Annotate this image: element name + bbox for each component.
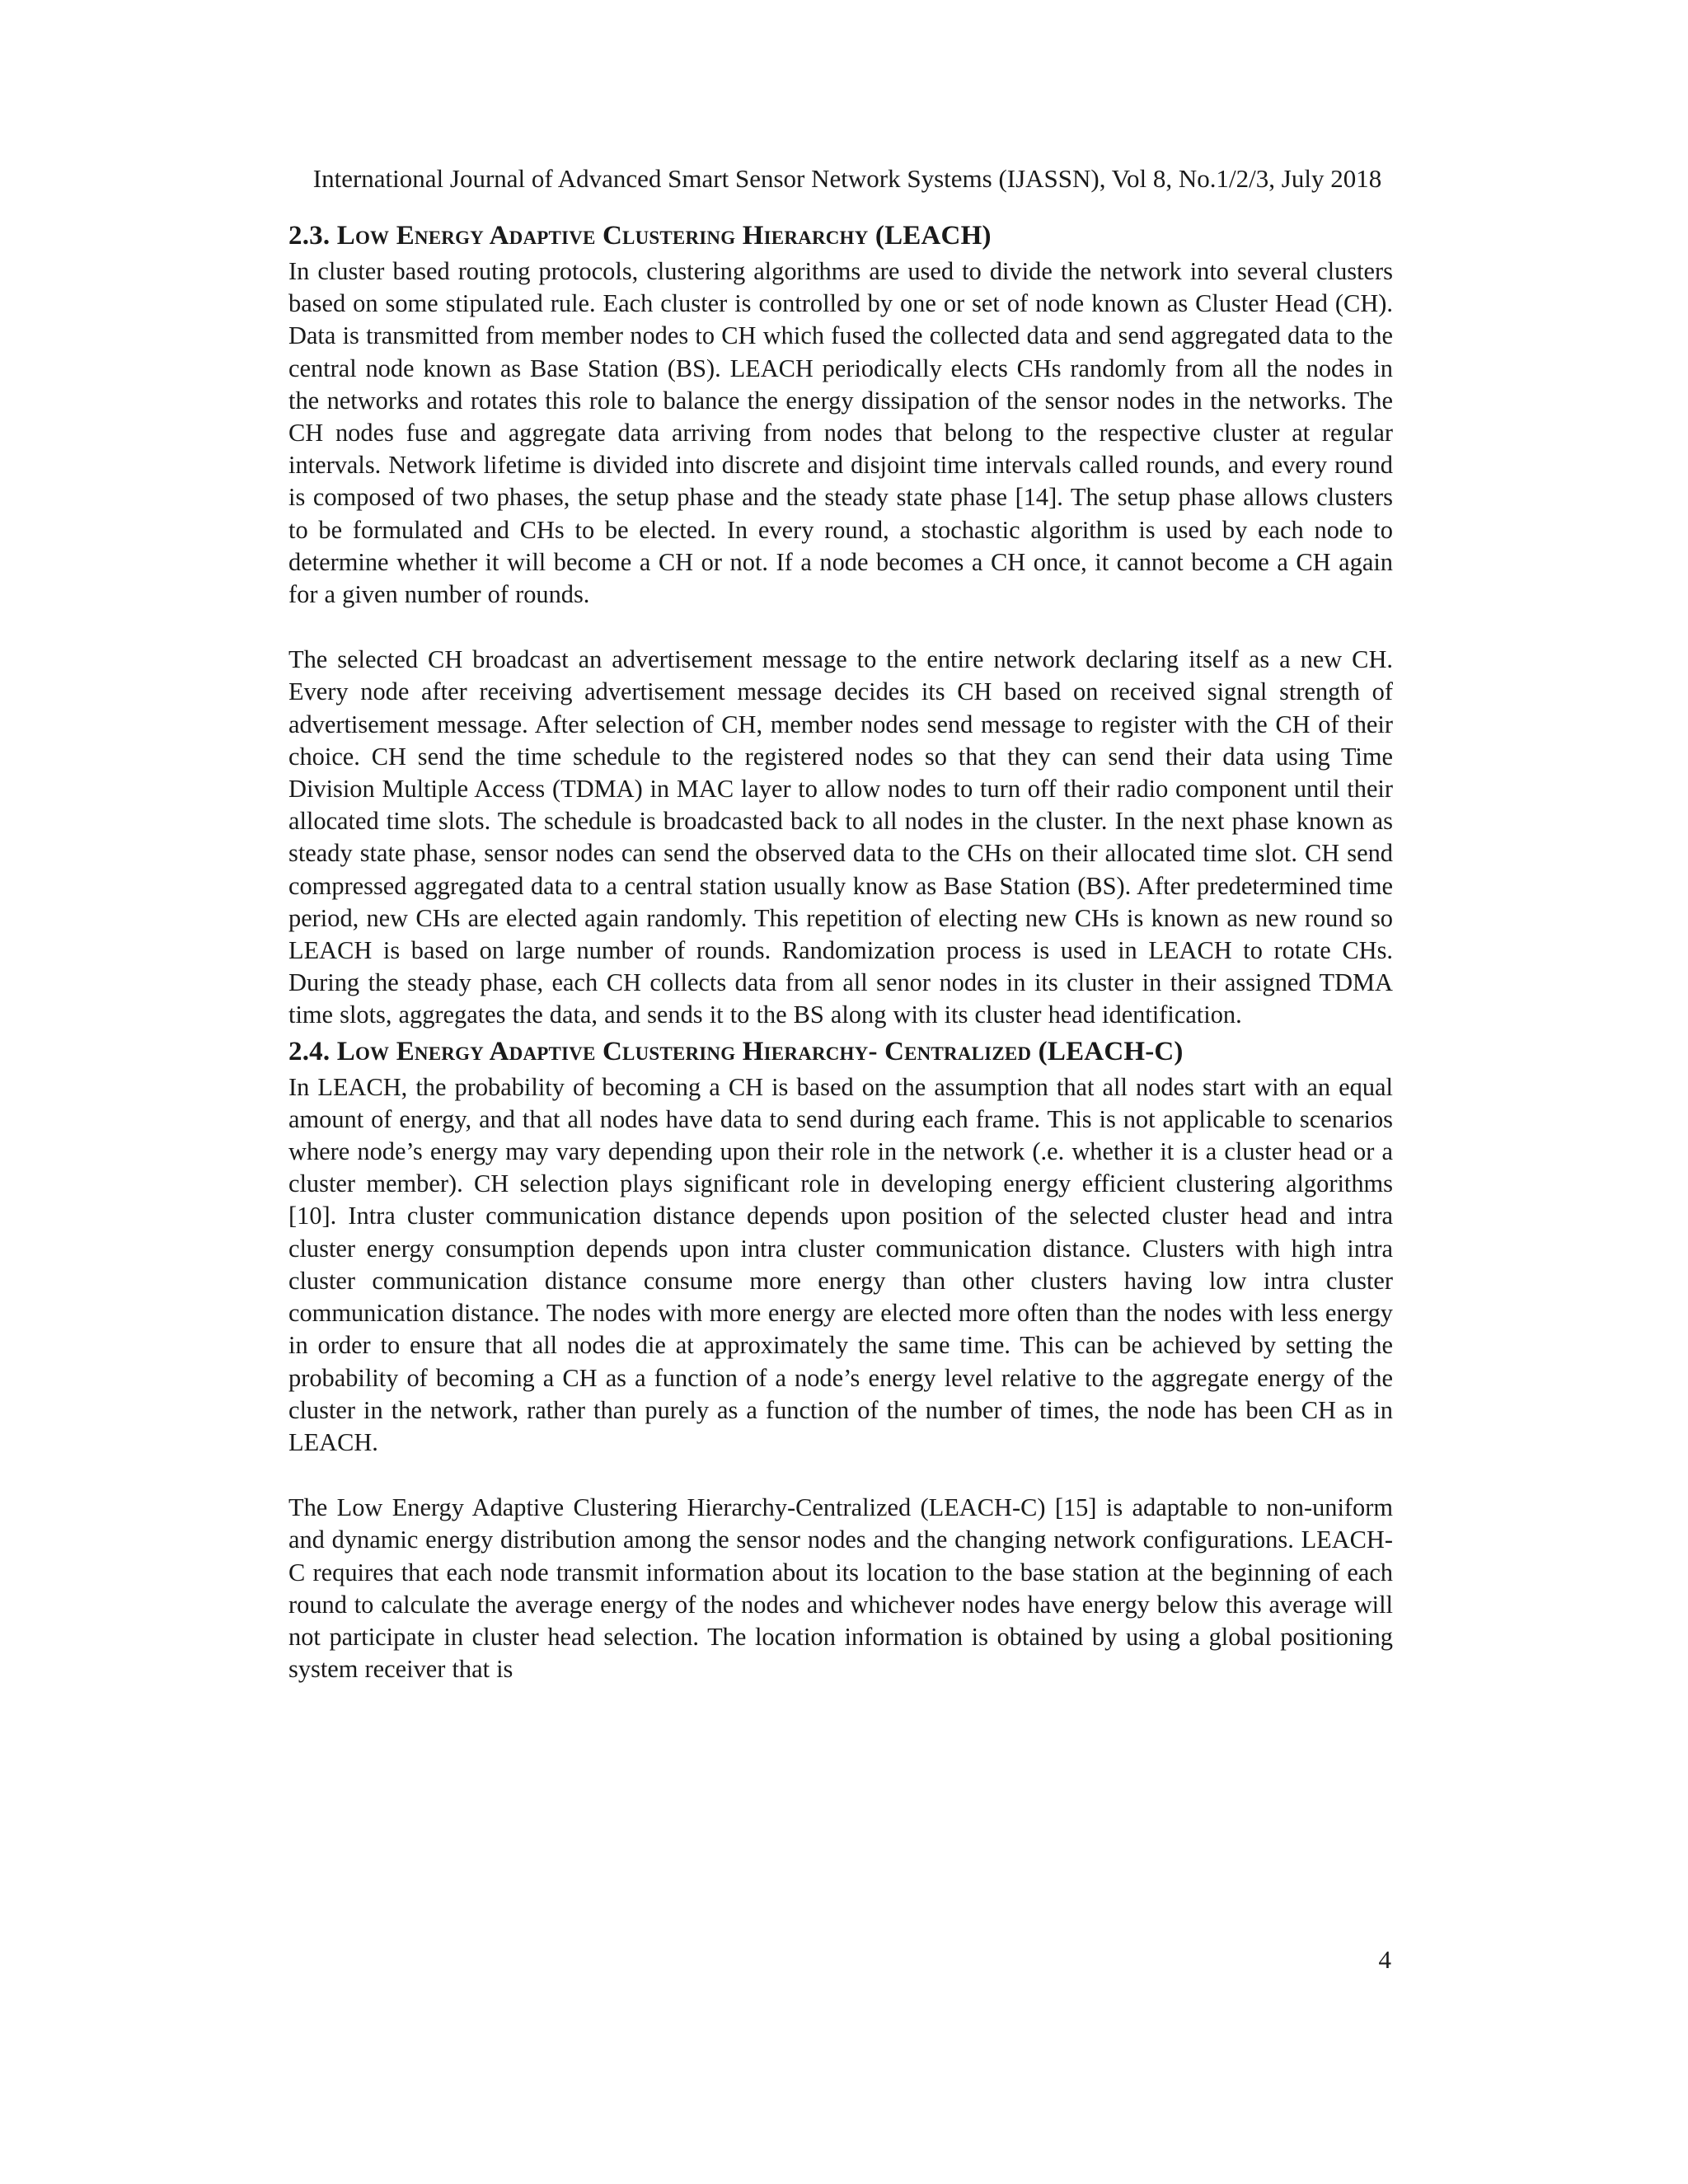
section-heading-leach: 2.3. Low Energy Adaptive Clustering Hierarchy (LEACH) xyxy=(288,221,992,251)
paragraph-leach-c-2: The Low Energy Adaptive Clustering Hierarchy-Centralized (LEACH-C) [15] is adaptable to non-uniform and dynamic energy distribution among the sensor nodes and the changing network configurations. LEACH-C requires that each node transmit information about its location to the base station at the beginning of each round to calculate the average energy of the nodes and whichever nodes have energy below this average will not participate in cluster head selection. The location information is obtained by using a global positioning system receiver that is xyxy=(288,1493,1393,1684)
page-number: 4 xyxy=(1378,1945,1391,1974)
paragraph-spacer xyxy=(288,611,1393,644)
paragraph-spacer xyxy=(288,1459,1393,1492)
paragraph-leach-2: The selected CH broadcast an advertisement message to the entire network declaring itself as a new CH. Every node after receiving advertisement message decides its CH based on received signal strength of advertisement message. After selection of CH, member nodes send message to register with the CH of their choice. CH send the time schedule to the registered nodes so that they can send their data using Time Division Multiple Access (TDMA) in MAC layer to allow nodes to turn off their radio component until their allocated time slots. The schedule is broadcasted back to all nodes in the cluster. In the next phase known as steady state phase, sensor nodes can send the observed data to the CHs on their allocated time slot. CH send compressed aggregated data to a central station usually know as Base Station (BS). After predetermined time period, new CHs are elected again randomly. This repetition of electing new CHs is known as new round so LEACH is based on large number of rounds. Randomization process is used in LEACH to rotate CHs. During the steady phase, each CH collects data from all senor nodes in its cluster in their assigned TDMA time slots, aggregates the data, and sends it to the BS along with its cluster head identification. xyxy=(288,645,1393,1029)
section-heading-leach-c: 2.4. Low Energy Adaptive Clustering Hierarchy- Centralized (LEACH-C) xyxy=(288,1036,1184,1066)
page-body xyxy=(288,216,1393,1685)
paragraph-leach-c-1: In LEACH, the probability of becoming a CH is based on the assumption that all nodes start with an equal amount of energy, and that all nodes have data to send during each frame. This is not applicable to scenarios where node’s energy may vary depending upon their role in the network (.e. whether it is a cluster head or a cluster member). CH selection plays significant role in developing energy efficient clustering algorithms [10]. Intra cluster communication distance depends upon position of the selected cluster head and intra cluster energy consumption depends upon intra cluster communication distance. Clusters with high intra cluster communication distance consume more energy than other clusters having low intra cluster communication distance. The nodes with more energy are elected more often than the nodes with less energy in order to ensure that all nodes die at approximately the same time. This can be achieved by setting the probability of becoming a CH as a function of a node’s energy level relative to the aggregate energy of the cluster in the network, rather than purely as a function of the number of times, the node has been CH as in LEACH. xyxy=(288,1072,1393,1456)
paragraph-leach-1: In cluster based routing protocols, clustering algorithms are used to divide the network into several clusters based on some stipulated rule. Each cluster is controlled by one or set of node known as Cluster Head (CH). Data is transmitted from member nodes to CH which fused the collected data and send aggregated data to the central node known as Base Station (BS). LEACH periodically elects CHs randomly from all the nodes in the networks and rotates this role to balance the energy dissipation of the sensor nodes in the networks. The CH nodes fuse and aggregate data arriving from nodes that belong to the respective cluster at regular intervals. Network lifetime is divided into discrete and disjoint time intervals called rounds, and every round is composed of two phases, the setup phase and the steady state phase [14]. The setup phase allows clusters to be formulated and CHs to be elected. In every round, a stochastic algorithm is used by each node to determine whether it will become a CH or not. If a node becomes a CH once, it cannot become a CH again for a given number of rounds. xyxy=(288,257,1393,609)
running-header: International Journal of Advanced Smart Sensor Network Systems (IJASSN), Vol 8, No.1/2/3, July 2018 xyxy=(312,164,1382,193)
